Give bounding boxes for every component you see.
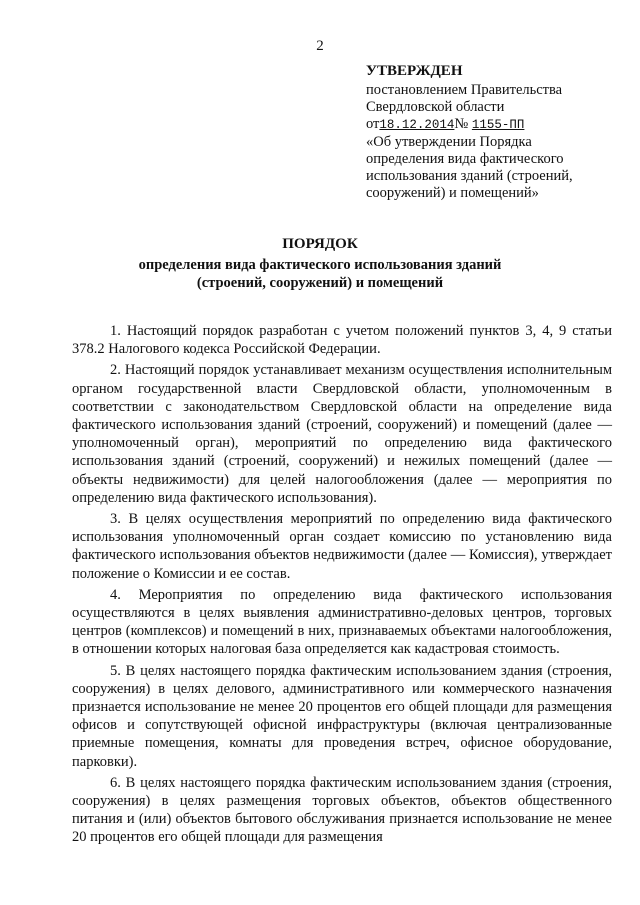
- paragraph-6: 6. В целях настоящего порядка фактическим использованием здания (строения, сооружения) в целях размещения торговых объектов, объектов общественного питания и (или) объектов бытового обслуживания признается использование не менее 20 процентов его общей площади для размещения: [72, 774, 612, 846]
- document-title: ПОРЯДОК: [282, 236, 358, 252]
- from-prefix: от: [366, 116, 380, 132]
- approval-line-2: Свердловской области: [366, 99, 505, 115]
- document-subtitle: определения вида фактического использования зданий (строений, сооружений) и помещений: [138, 257, 502, 291]
- paragraph-2: 2. Настоящий порядок устанавливает механизм осуществления исполнительным органом государственной власти Свердловской области, уполномоченным в соответствии с законодательством Свердловской области на определение вида фактического использования зданий (строений, сооружений) и помещений (далее — уполномоченный орган), мероприятий по определению вида фактического использования зданий (строений, сооружений) и нежилых помещений (далее — объекты недвижимости) для целей налогообложения (далее — мероприятия по определению вида фактического использования).: [72, 362, 612, 506]
- approval-date-number-line: [366, 116, 606, 134]
- resolution-number: 1155-ПП: [471, 118, 525, 132]
- paragraph-3: 3. В целях осуществления мероприятий по определению вида фактического использования уполномоченный орган создает комиссию по установлению вида фактического использования объектов недвижимости (далее — Комиссия), утверждает положение о Комиссии и ее состав.: [72, 511, 612, 582]
- number-prefix: №: [454, 116, 469, 132]
- paragraph-4: 4. Мероприятия по определению вида фактического использования осуществляются в целях выявления административно-деловых центров, торговых центров (комплексов) и помещений в них, признаваемых объектами налогообложения, в отношении которых налоговая база определяется как кадастровая стоимость.: [72, 586, 612, 658]
- approval-line-1: постановлением Правительства: [366, 82, 563, 98]
- paragraph-1: 1. Настоящий порядок разработан с учетом положений пунктов 3, 4, 9 статьи 378.2 Налогового кодекса Российской Федерации.: [72, 323, 612, 358]
- page-number: 2: [316, 38, 324, 54]
- approval-heading: УТВЕРЖДЕН: [366, 63, 463, 79]
- paragraph-5: 5. В целях настоящего порядка фактическим использованием здания (строения, сооружения) в целях делового, административного или коммерческого назначения признается использование не менее 20 процентов его общей площади для размещения офисов и сопутствующей офисной инфраструктуры (включая централизованные приемные помещения, комнаты для проведения встреч, офисное оборудование, парковки).: [72, 662, 612, 770]
- document-body: [72, 322, 612, 850]
- resolution-title: «Об утверждении Порядка определения вида фактического использования зданий (строений, сооружений) и помещений»: [366, 134, 573, 201]
- approval-block: [366, 63, 606, 202]
- resolution-date: 18.12.2014: [379, 118, 455, 132]
